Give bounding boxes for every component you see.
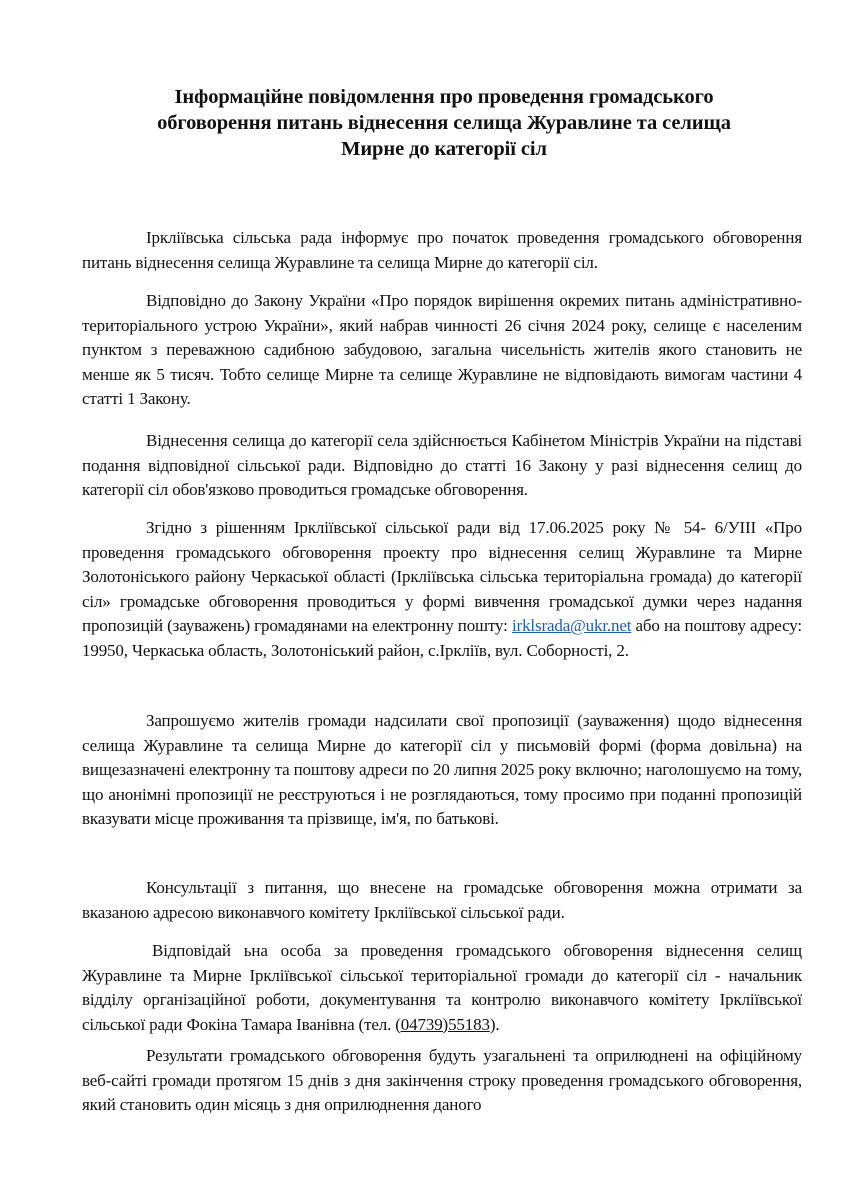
paragraph-invitation: Запрошуємо жителів громади надсилати свої пропозиції (зауваження) щодо віднесення селища Журавлине та селища Мирне до категорії сіл у письмовій формі (форма довільна) на вищезазначені електронну та поштову адреси по 20 липня 2025 року включно; наголошуємо на тому, що анонімні пропозиції не реєструються і не розглядаються, тому просимо при поданні пропозицій вказувати місце проживання та прізвище, ім'я, по батькові.: [82, 711, 802, 828]
phone-closing: ).: [489, 1014, 500, 1034]
title-line-2: обговорення питань віднесення селища Журавлине та селища: [157, 112, 731, 134]
paragraph-cabinet-decision: Віднесення селища до категорії села здійснюється Кабінетом Міністрів України на підставі подання відповідної сільської ради. Відповідно до статті 16 Закону у разі віднесення селищ до категорії сіл обов'язково проводиться громадське обговорення.: [82, 431, 802, 499]
council-decision-text: Згідно з рішенням Ірклiївської сільської ради від 17.06.2025 року № 54- 6/УIII «Про проведення громадського обговорення проекту про віднесення селищ Журавлине та Мирне Золотоніського району Черкаської області (Ірклiївська сільська територіальна громада) до категорії сіл» громадське обговорення проводиться у формі вивчення громадської думки через надання пропозицій (зауважень) громадянами на електронну пошту:: [82, 518, 802, 635]
paragraph-results: Результати громадського обговорення будуть узагальнені та оприлюднені на офіційному веб-сайті громади протягом 15 днів з дня закінчення строку проведення громадського обговорення, який становить один місяць з дня оприлюднення даного: [82, 1046, 802, 1114]
email-link[interactable]: irklsrada@ukr.net: [511, 616, 632, 635]
document-title: [82, 84, 802, 162]
paragraph-responsible-person: [82, 939, 802, 1037]
document-page: [82, 84, 802, 1114]
paragraph-council-decision: [82, 516, 802, 663]
title-line-3: Мирне до категорії сіл: [341, 138, 547, 160]
title-line-1: Інформаційне повідомлення про проведення громадського: [174, 86, 714, 108]
phone-number[interactable]: (04739)55183: [395, 1014, 490, 1034]
postal-address-text: або на поштову адресу: 19950, Черкаська область, Золотоніський район, с.Ірклiїв, вул. Соборності, 2.: [82, 616, 802, 660]
paragraph-consultations: Консультації з питання, що внесене на громадське обговорення можна отримати за вказаною адресою виконавчого комітету Ірклiївської сільської ради.: [82, 878, 802, 922]
paragraph-intro: Ірклiївська сільська рада інформує про початок проведення громадського обговорення питань віднесення селища Журавлине та селища Мирне до категорії сіл.: [82, 228, 802, 272]
responsible-person-text: Відповідай ьна особа за проведення громадського обговорення віднесення селищ Журавлине та Мирне Ірклiївської сільської територіальної громади до категорії сіл - начальник відділу організаційної роботи, документування та контролю виконавчого комітету Ірклiївської сільської ради Фокіна Тамара Іванівна (тел.: [82, 941, 802, 1034]
paragraph-law-reference: Відповідно до Закону України «Про порядок вирішення окремих питань адміністративно-територіального устрою України», який набрав чинності 26 січня 2024 року, селище є населеним пунктом з переважною садибною забудовою, загальна чисельність жителів якого становить не менше як 5 тисяч. Тобто селище Мирне та селище Журавлине не відповідають вимогам частини 4 статті 1 Закону.: [82, 291, 802, 408]
